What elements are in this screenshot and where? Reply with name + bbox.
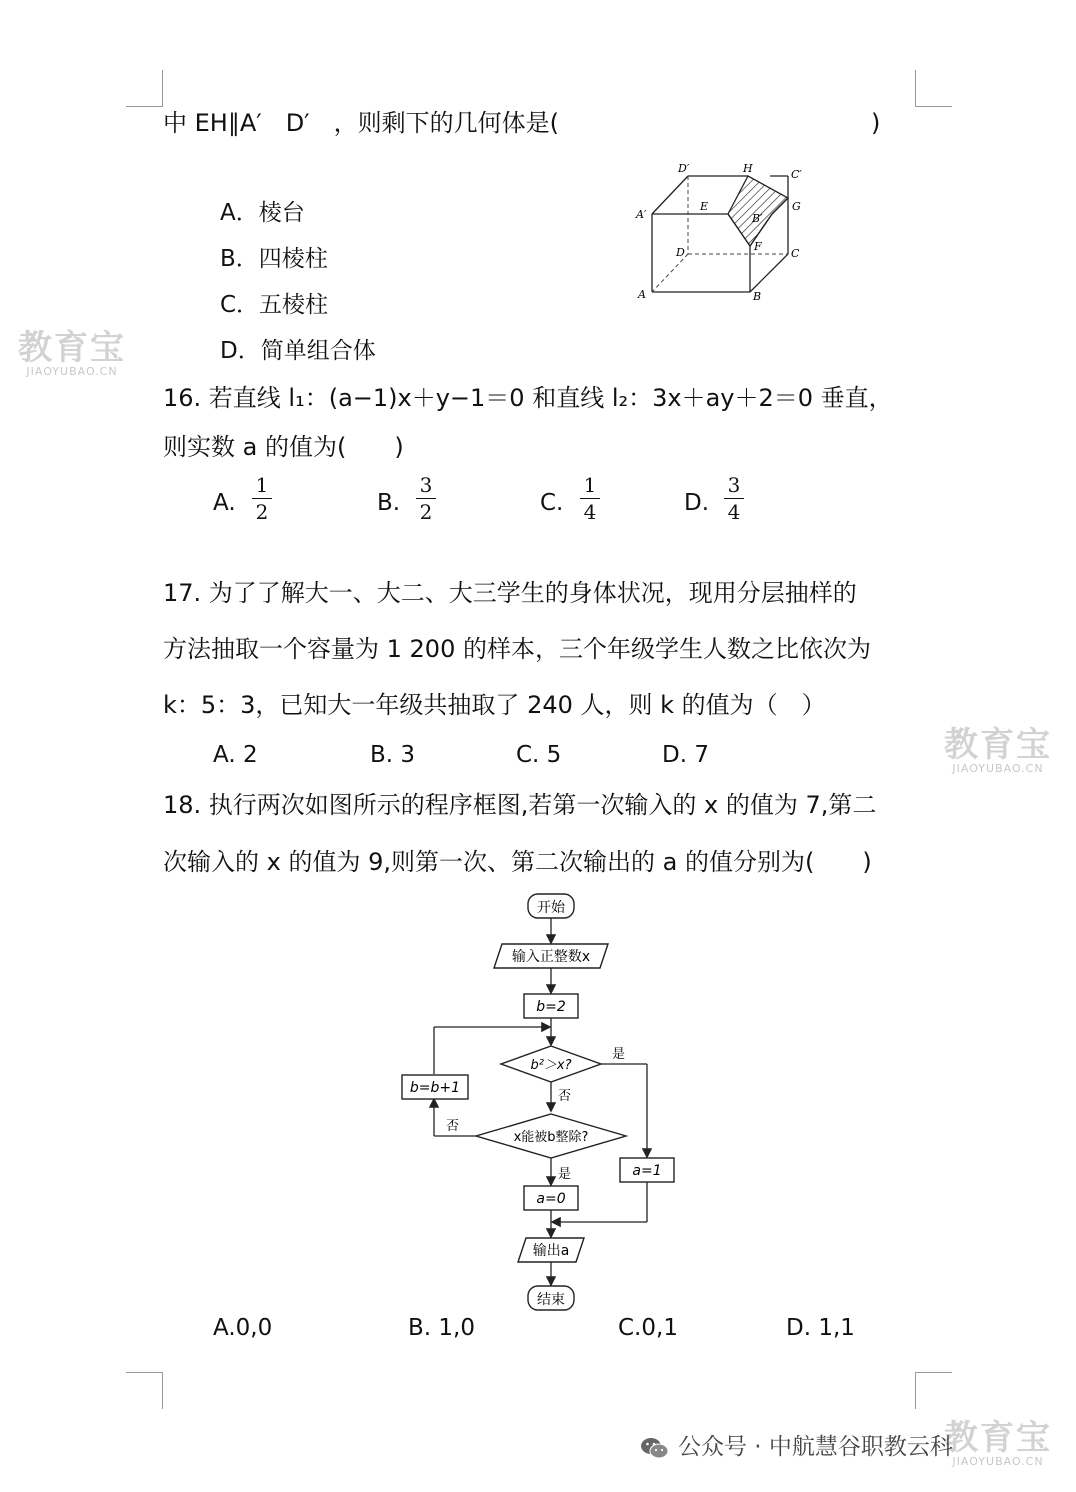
flow-set1-label: a=1 — [632, 1163, 662, 1179]
label-a1: A′ — [636, 208, 647, 221]
crop-mark-top-left — [126, 70, 163, 107]
q18-option-c: C.0,1 — [618, 1315, 678, 1341]
q18-line-2: 次输入的 x 的值为 9,则第一次、第二次输出的 a 的值分别为( ) — [163, 848, 872, 876]
q16-option-a-fraction: 1 2 — [252, 474, 272, 523]
flow-cond2-label: x能被b整除? — [513, 1130, 589, 1145]
q15-option-c: C．五棱柱 — [220, 292, 329, 318]
q17-line-1: 17. 为了了解大一、大二、大三学生的身体状况，现用分层抽样的 — [163, 579, 857, 607]
q16-option-b-label: B. — [377, 490, 401, 516]
flow-init-label: b=2 — [536, 999, 566, 1015]
q18-option-d: D. 1,1 — [786, 1315, 855, 1341]
q18-option-a: A.0,0 — [213, 1315, 273, 1341]
label-h: H — [743, 162, 753, 175]
label-f: F — [754, 240, 762, 253]
label-d1: D′ — [678, 162, 690, 175]
footer-text: 公众号 · 中航慧谷职教云科 — [678, 1434, 953, 1460]
watermark-left: 教育宝 JIAOYUBAO.CN — [18, 328, 126, 378]
q17-option-a: A. 2 — [213, 742, 258, 768]
q15-stem-tail: 中 EH∥A′ D′ ，则剩下的几何体是( ) — [163, 109, 881, 137]
flow-input-label: 输入正整数x — [511, 949, 591, 965]
watermark-right: 教育宝 JIAOYUBAO.CN — [944, 725, 1052, 775]
q15-option-a: A．棱台 — [220, 200, 305, 226]
label-a: A — [638, 288, 646, 301]
label-e: E — [700, 200, 709, 213]
label-d: D — [676, 246, 685, 259]
label-b: B — [753, 290, 762, 303]
q17-line-2: 方法抽取一个容量为 1 200 的样本，三个年级学生人数之比依次为 — [163, 635, 871, 663]
q16-line-1: 16. 若直线 l₁：(a−1)x＋y−1＝0 和直线 l₂：3x＋ay＋2＝0 垂直， — [163, 384, 893, 412]
flow-cond1-label: b²＞x? — [530, 1058, 572, 1073]
flow-inc-label: b=b+1 — [409, 1080, 461, 1096]
q17-line-3: k：5：3，已知大一年级共抽取了 240 人，则 k 的值为（ ） — [163, 691, 826, 719]
footer-account — [640, 1432, 953, 1462]
wechat-icon — [640, 1436, 670, 1460]
flow-yes2-label: 是 — [558, 1167, 572, 1182]
q17-option-b: B. 3 — [370, 742, 416, 768]
flow-set0-label: a=0 — [536, 1191, 566, 1207]
label-c: C — [791, 247, 800, 260]
crop-mark-top-right — [915, 70, 952, 107]
flow-no1-label: 否 — [558, 1089, 572, 1104]
q16-line-2: 则实数 a 的值为( ) — [163, 433, 404, 461]
q16-option-c-label: C. — [540, 490, 564, 516]
q16-option-b-fraction: 3 2 — [416, 474, 436, 523]
q17-option-c: C. 5 — [516, 742, 562, 768]
label-b1: B′ — [752, 212, 763, 225]
q16-option-d-label: D. — [684, 490, 710, 516]
q18-line-1: 18. 执行两次如图所示的程序框图,若第一次输入的 x 的值为 7,第二 — [163, 791, 877, 819]
flow-no2-label: 否 — [446, 1119, 460, 1134]
label-g: G — [792, 200, 801, 213]
q15-option-b: B．四棱柱 — [220, 246, 328, 272]
q17-option-d: D. 7 — [662, 742, 709, 768]
q16-option-a-label: A. — [213, 490, 236, 516]
label-c1: C′ — [791, 168, 802, 181]
flow-output-label: 输出a — [532, 1243, 570, 1259]
q18-option-b: B. 1,0 — [408, 1315, 475, 1341]
flow-end-label: 结束 — [537, 1292, 565, 1308]
crop-mark-bottom-right — [915, 1372, 952, 1409]
crop-mark-bottom-left — [126, 1372, 163, 1409]
program-flowchart — [390, 888, 690, 1318]
q16-option-d-fraction: 3 4 — [724, 474, 744, 523]
cube-figure — [630, 158, 810, 308]
q16-option-c-fraction: 1 4 — [580, 474, 600, 523]
q15-option-d: D．简单组合体 — [220, 338, 376, 364]
watermark-bottom-right: 教育宝 JIAOYUBAO.CN — [944, 1418, 1052, 1468]
flow-yes1-label: 是 — [612, 1047, 626, 1062]
flow-start-label: 开始 — [537, 900, 565, 916]
